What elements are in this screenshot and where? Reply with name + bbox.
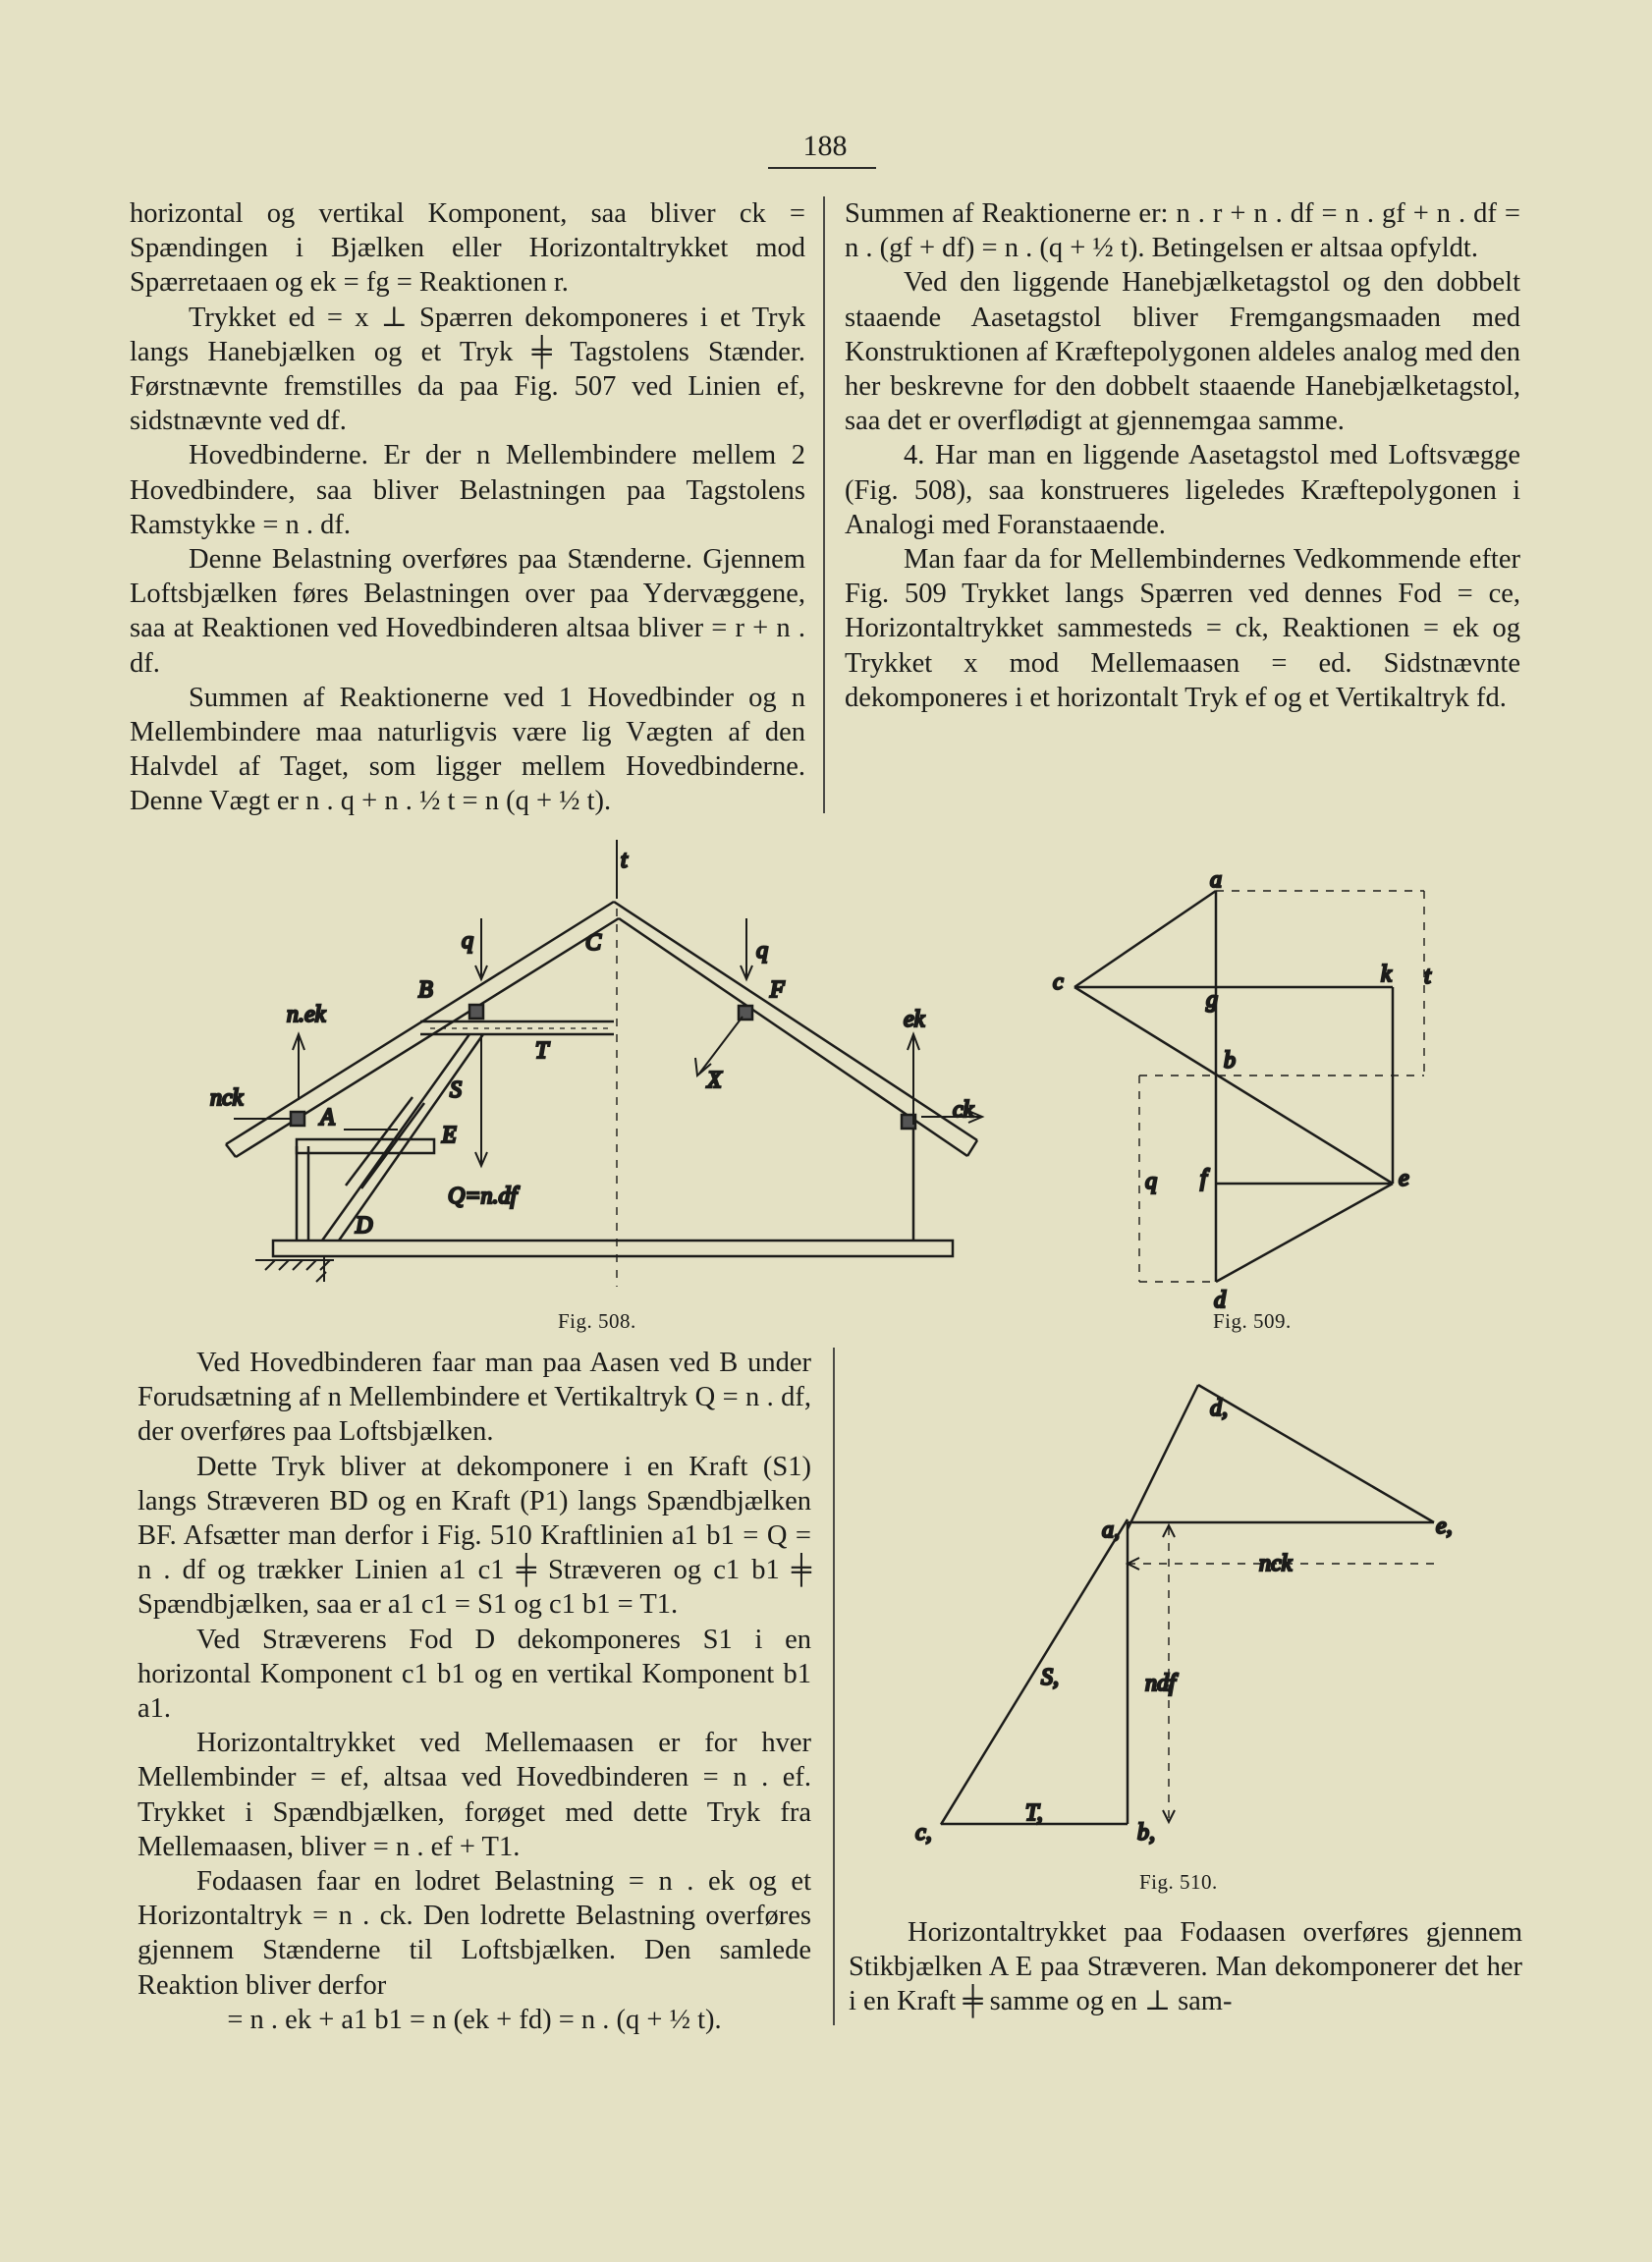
label-ndf: ndf [1145, 1671, 1176, 1696]
polygon-lines [941, 1385, 1434, 1825]
label-C: C [585, 930, 602, 956]
loft-beam [273, 1241, 953, 1256]
column-divider [833, 1348, 835, 2025]
label-E: E [442, 1123, 457, 1148]
label-e: e, [1436, 1514, 1453, 1539]
label-b: b, [1137, 1820, 1155, 1846]
equation: = n . ek + a1 b1 = n (ek + fd) = n . (q + ½ t). [227, 2004, 722, 2035]
label-d: d [1214, 1288, 1226, 1313]
label-c: c [1053, 969, 1064, 995]
label-b: b [1224, 1048, 1236, 1074]
figure-510 [904, 1370, 1473, 1846]
paragraph: Hovedbinderne. Er der n Mellembindere mellem 2 Hovedbindere, saa bliver Belastningen paa Tagstolens Ramstykke = n . df. [130, 440, 805, 540]
purlin [291, 1112, 304, 1126]
figure-caption: Fig. 509. [1213, 1309, 1292, 1333]
label-d: d, [1210, 1396, 1228, 1421]
paragraph: Man faar da for Mellembindernes Vedkommende efter Fig. 509 Trykket langs Spærren ved dennes Fod = ce, Horizontaltrykket sammesteds = ck, Reaktionen = ek og Trykket x mod Mellemaasen = ed. Sidstnævnte dekomponeres i et horizontalt Tryk ef og et Vertikaltryk fd. [845, 544, 1520, 713]
label-nek: n.ek [287, 1002, 326, 1027]
paragraph: horizontal og vertikal Komponent, saa bliver ck = Spændingen i Bjælken eller Horizontaltrykket mod Spærretaaen og ek = fg = Reaktionen r. [130, 198, 805, 299]
ground-hatch [255, 1256, 334, 1282]
paragraph: Fodaasen faar en lodret Belastning = n . ek og et Horizontaltryk = n . ck. Den lodrette Belastning overføres gjennem Stænderne til Loftsbjælken. Den samlede Reaktion bliver derfor [138, 1866, 811, 2001]
label-q: q [1145, 1169, 1157, 1194]
label-T: T [535, 1038, 549, 1064]
column-divider [823, 196, 825, 813]
label-q: q [756, 938, 768, 964]
text-column-bottom-right [849, 1915, 1522, 2019]
label-t: t [1424, 964, 1431, 989]
label-nck: nck [210, 1085, 244, 1111]
label-t: t [621, 848, 628, 873]
header-rule [768, 167, 876, 169]
label-F: F [770, 977, 785, 1003]
dashed-lines [1139, 891, 1424, 1282]
paragraph: Summen af Reaktionerne ved 1 Hovedbinder og n Mellembindere maa naturligvis være lig Vægten af den Halvdel af Taget, som ligger mellem Hovedbinderne. Denne Vægt er n . q + n . ½ t = n (q + ½ t). [130, 682, 805, 817]
figure-caption: Fig. 510. [1139, 1870, 1218, 1894]
label-a: a [1210, 867, 1222, 893]
paragraph: Trykket ed = x ⊥ Spærren dekomponeres i et Tryk langs Hanebjælken og et Tryk ╪ Tagstolens Stænder. Førstnævnte fremstilles da paa Fig. 507 ved Linien ef, sidstnævnte ved df. [130, 302, 805, 437]
label-g: g [1206, 987, 1218, 1013]
paragraph: Horizontaltrykket ved Mellemaasen er for hver Mellembinder = ef, altsaa ved Hovedbinderen = n . ef. Trykket i Spændbjælken, forøget med dette Tryk fra Mellemaasen, bliver = n . ef + T1. [138, 1728, 811, 1862]
label-nck: nck [1259, 1551, 1293, 1576]
paragraph: Ved Hovedbinderen faar man paa Aasen ved B under Forudsætning af n Mellembindere et Vertikaltryk Q = n . df, der overføres paa Loftsbjælken. [138, 1348, 811, 1448]
label-T: T, [1025, 1800, 1043, 1826]
text-column-top-left [130, 196, 805, 819]
text-column-top-right [845, 196, 1520, 715]
purlin [469, 1005, 483, 1019]
paragraph: 4. Har man en liggende Aasetagstol med Loftsvægge (Fig. 508), saa konstrueres ligeledes Kræftepolygonen i Analogi med Foranstaaende. [845, 440, 1520, 540]
label-e: e [1399, 1166, 1409, 1191]
paragraph: Dette Tryk bliver at dekomponere i en Kraft (S1) langs Stræveren BD og en Kraft (P1) langs Spændbjælken BF. Afsætter man derfor i Fig. 510 Kraftlinien a1 b1 = Q = n . df og trækker Linien a1 c1 ╪ Stræveren og c1 b1 ╪ Spændbjælken, saa er a1 c1 = S1 og c1 b1 = T1. [138, 1451, 811, 1621]
label-k: k [1381, 962, 1392, 987]
paragraph: Ved Stræverens Fod D dekomponeres S1 i en horizontal Komponent c1 b1 og en vertikal Komponent b1 a1. [138, 1624, 811, 1725]
figure-508 [196, 840, 982, 1306]
paragraph: Summen af Reaktionerne er: n . r + n . df = n . gf + n . df = n . (gf + df) = n . (q + ½ t). Betingelsen er altsaa opfyldt. [845, 198, 1520, 264]
page-number: 188 [802, 130, 848, 162]
figure-caption: Fig. 508. [558, 1309, 636, 1333]
paragraph: Horizontaltrykket paa Fodaasen overføres gjennem Stikbjælken A E paa Stræveren. Man dekomponerer det her i en Kraft ╪ samme og en ⊥ sam- [849, 1917, 1522, 2017]
label-a: a, [1102, 1517, 1120, 1543]
label-Q: Q=n.df [448, 1184, 518, 1209]
label-S: S [450, 1077, 462, 1103]
stub-beam [297, 1139, 434, 1153]
paragraph: Denne Belastning overføres paa Stænderne. Gjennem Loftsbjælken føres Belastningen over paa Ydervæggene, saa at Reaktionen ved Hovedbinderen altsaa bliver = r + n . df. [130, 544, 805, 679]
figure-509 [1051, 867, 1463, 1313]
label-ck: ck [953, 1097, 974, 1123]
strut [322, 1034, 483, 1241]
label-q: q [462, 928, 473, 954]
label-f: f [1200, 1166, 1207, 1191]
text-column-bottom-left [138, 1346, 811, 2037]
label-D: D [356, 1213, 373, 1239]
label-c: c, [915, 1820, 932, 1846]
label-B: B [418, 977, 433, 1003]
label-X: X [707, 1068, 722, 1093]
label-ek: ek [904, 1007, 925, 1032]
label-S: S, [1041, 1665, 1059, 1690]
paragraph: Ved den liggende Hanebjælketagstol og den dobbelt staaende Aasetagstol bliver Fremgangsmaaden med Konstruktionen af Kræftepolygonen aldeles analog med den her beskrevne for den dobbelt staaende Hanebjælketagstol, saa det er overflødigt at gjennemgaa samme. [845, 267, 1520, 437]
polygon-lines [1074, 891, 1393, 1282]
label-A: A [320, 1105, 335, 1131]
force-arrows [234, 918, 982, 1166]
